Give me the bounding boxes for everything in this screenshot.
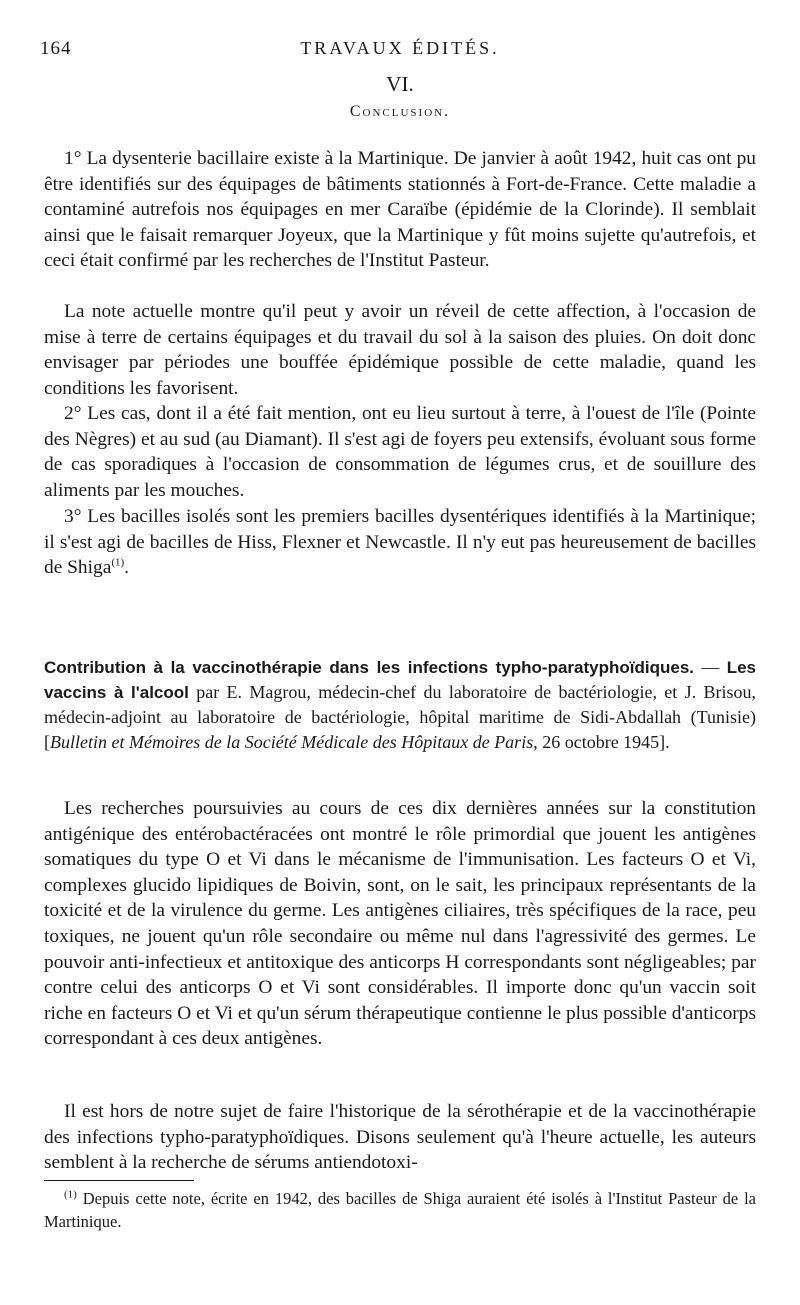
footnote-marker: (1) <box>64 1188 77 1201</box>
review-paragraph-1: Les recherches poursuivies au cours de ces dix dernières années sur la constitution antigénique des entérobactéracées ont montré le rôle primordial que jouent les antigènes somatiques du type O et Vi dans le mécanisme de l'immunisation. Les facteurs O et Vi, complexes glucido lipidiques de Boivin, sont, on le sait, les principaux représentants de la toxicité et de la virulence du germe. Les antigènes ciliaires, très spécifiques de la race, peu toxiques, ne jouent qu'un rôle secondaire ou même nul dans l'agressivité des germes. Le pouvoir anti-infectieux et antitoxique des anticorps H correspondants sont négligeables; par contre celui des anticorps O et Vi sont considérables. Il importe donc qu'un vaccin soit riche en facteurs O et Vi et qu'un sérum thérapeutique contienne le plus possible d'anticorps correspondant à ces deux antigènes. <box>44 798 756 1050</box>
section-number: VI. <box>386 72 414 96</box>
review-date: , 26 octobre 1945]. <box>533 732 670 752</box>
running-header <box>40 38 760 62</box>
review-entry <box>44 655 756 755</box>
footnote-divider <box>44 1180 194 1181</box>
review-paragraph-2: Il est hors de notre sujet de faire l'historique de la sérothérapie et de la vaccinothérapie des infections typho-paratyphoïdiques. Disons seulement qu'à l'heure actuelle, les auteurs semblent à la recherche de sérums antiendotoxi- <box>44 1101 756 1174</box>
review-journal: Bulletin et Mémoires de la Société Médicale des Hôpitaux de Paris <box>50 732 534 752</box>
conclusion-paragraph-2: La note actuelle montre qu'il peut y avoir un réveil de cette affection, à l'occasion de mise à terre de certains équipages et du travail du sol à la saison des pluies. On doit donc envisager par périodes une bouffée épidémique possible de cette maladie, quand les conditions les favorisent. <box>44 301 756 399</box>
review-dash: — <box>694 657 727 677</box>
review-subheading: Les vaccins à l'alcool <box>44 658 756 702</box>
paragraph-4-end: . <box>124 557 130 579</box>
conclusion-paragraph-4 <box>44 504 756 581</box>
running-title: TRAVAUX ÉDITÉS. <box>300 38 500 58</box>
conclusion-paragraph-3: 2° Les cas, dont il a été fait mention, ont eu lieu surtout à terre, à l'ouest de l'île (Pointe des Nègres) et au sud (au Diamant). Il s'est agi de foyers peu extensifs, évoluant sous forme de cas sporadiques à l'occasion de consommation de légumes crus, et de souillure des aliments par les mouches. <box>44 403 756 501</box>
conclusion-paragraph-1: 1° La dysenterie bacillaire existe à la Martinique. De janvier à août 1942, huit cas ont pu être identifiés sur des équipages de bâtiments stationnés à Fort-de-France. Cette maladie a contaminé autrefois nos équipages en mer Caraïbe (épidémie de la Clorinde). Il semblait ainsi que le faisait remarquer Joyeux, que la Martinique y fût moins sujette qu'autrefois, et ceci était confirmé par les recherches de l'Institut Pasteur. <box>44 148 756 272</box>
page-number: 164 <box>40 38 72 59</box>
footnote-reference: (1) <box>111 556 125 569</box>
review-authors: par E. Magrou, médecin-chef du laboratoire de bactériologie, et J. Brisou, médecin-adjoint au laboratoire de bactériologie, hôpital maritime de Sidi-Abdallah (Tunisie) [ <box>44 682 757 752</box>
paragraph-4-text: 3° Les bacilles isolés sont les premiers bacilles dysentériques identifiés à la Martinique; il s'est agi de bacilles de Hiss, Flexner et Newcastle. Il n'y eut pas heureusement de bacilles de Shiga <box>44 506 756 579</box>
section-title: Conclusion. <box>349 103 451 120</box>
review-heading: Contribution à la vaccinothérapie dans les infections typho-paratyphoïdiques. <box>44 658 694 677</box>
footnote <box>44 1188 756 1233</box>
footnote-text: Depuis cette note, écrite en 1942, des bacilles de Shiga auraient été isolés à l'Institut Pasteur de la Martinique. <box>44 1189 756 1231</box>
